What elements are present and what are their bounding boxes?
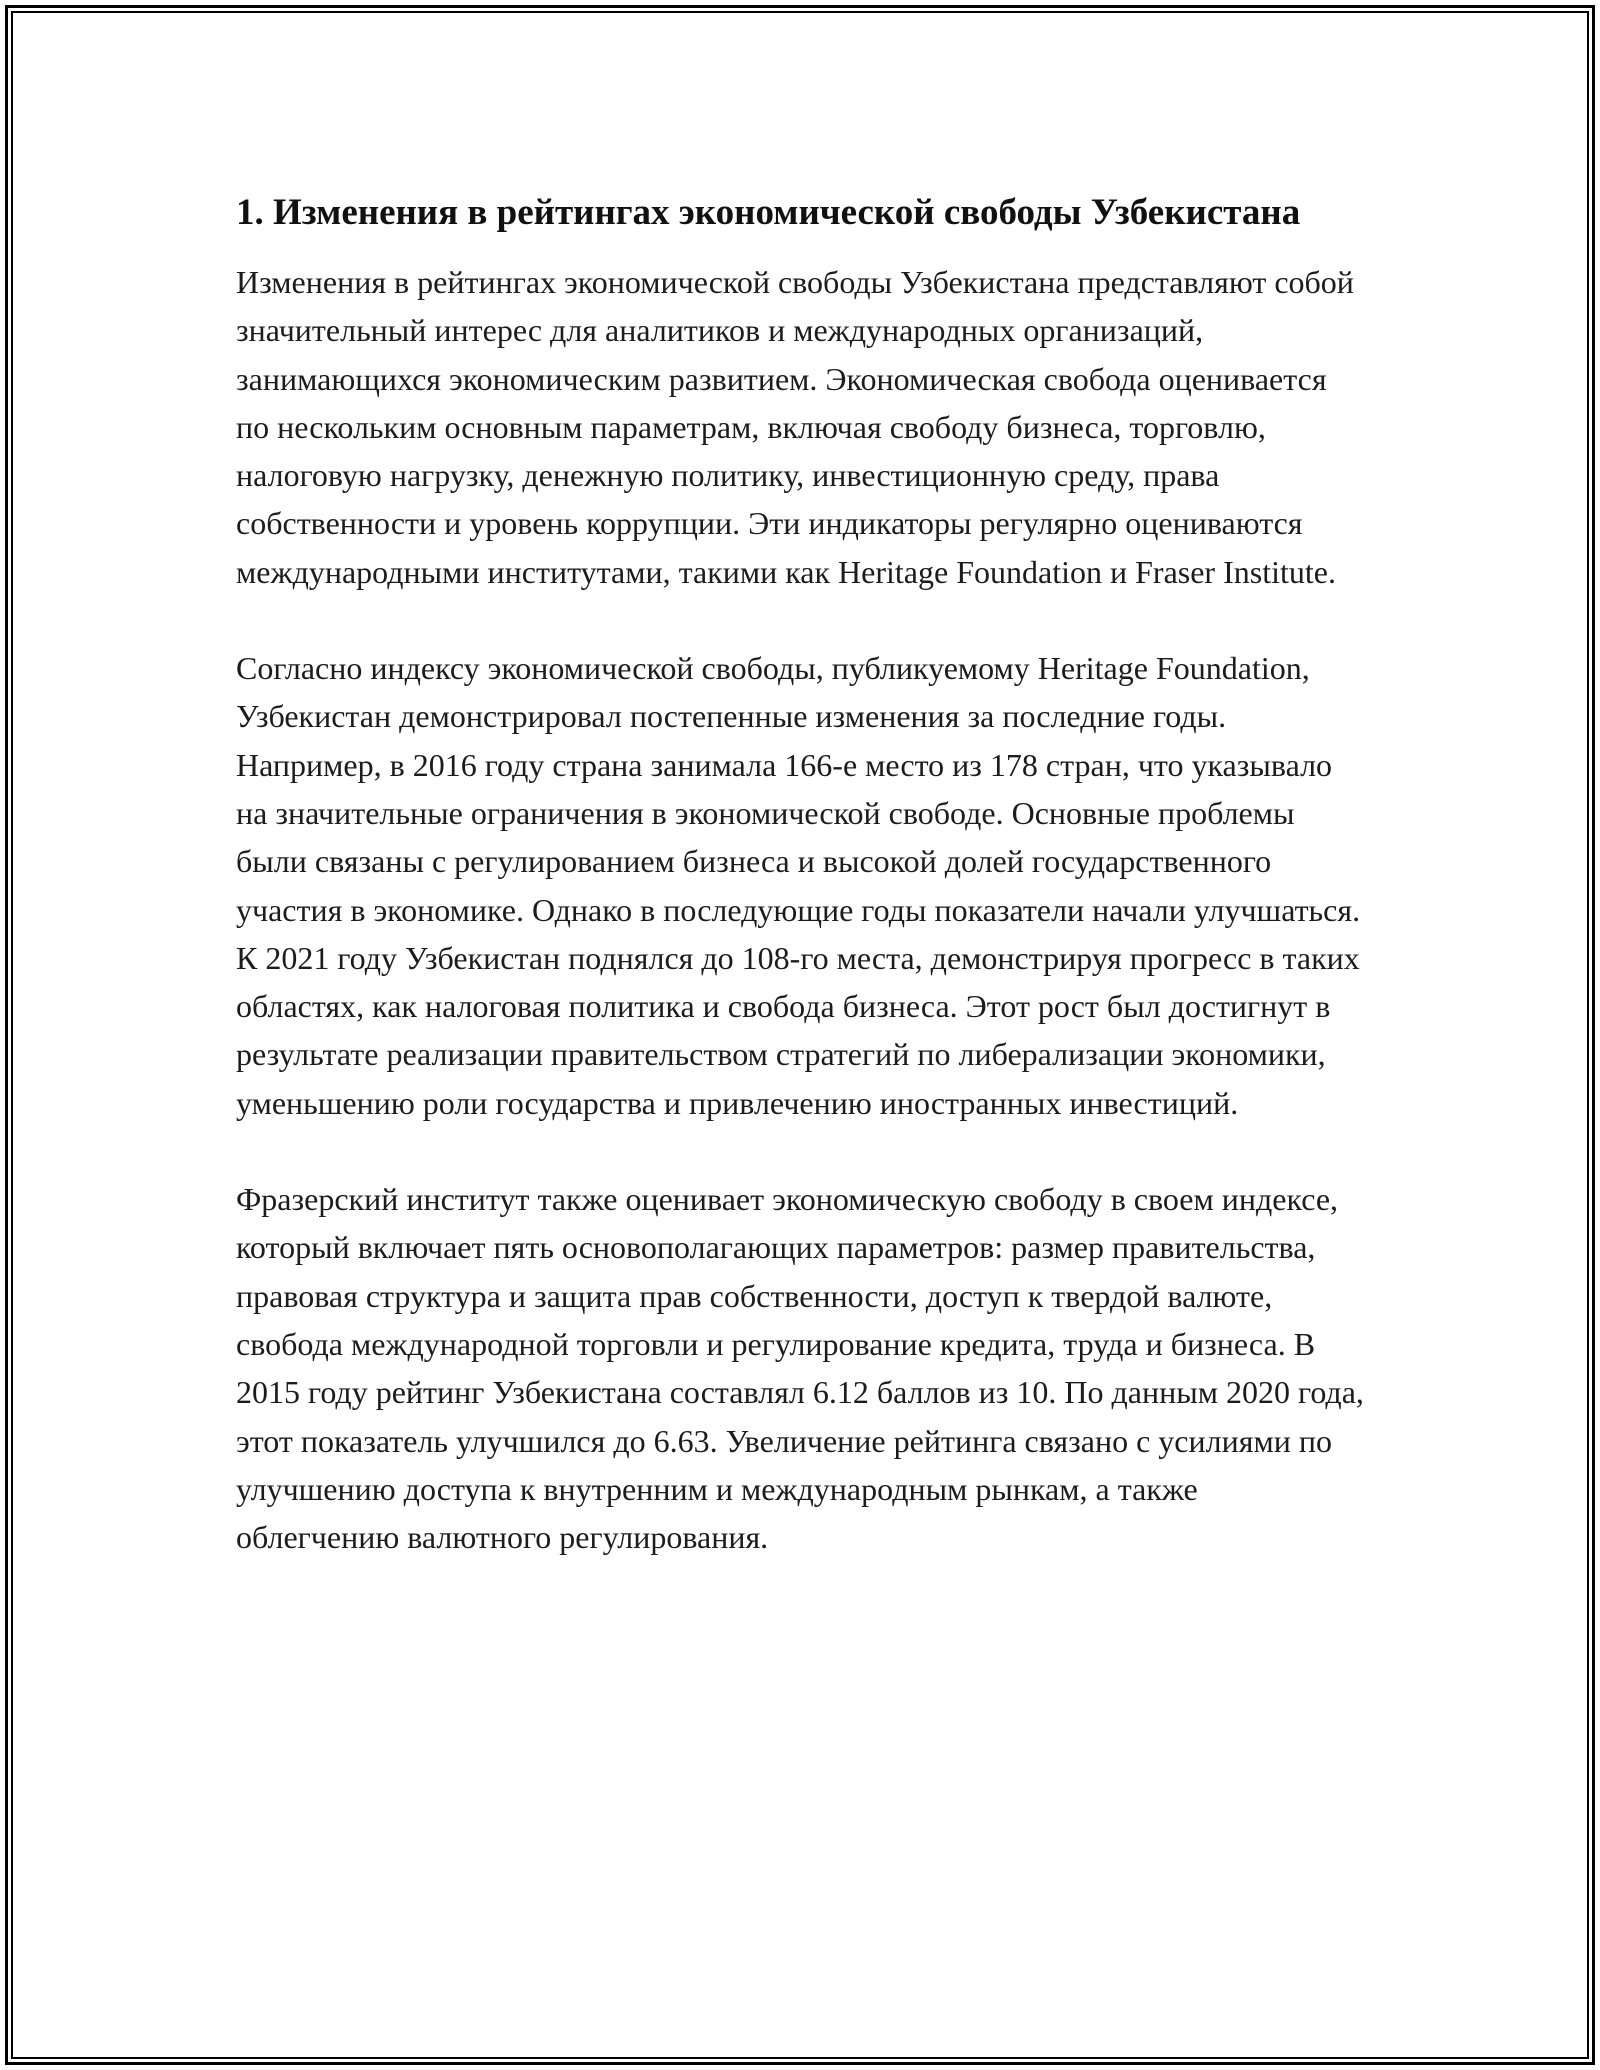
section-heading: 1. Изменения в рейтингах экономической свободы Узбекистана (236, 192, 1301, 233)
paragraph-3: Фразерский институт также оценивает экономическую свободу в своем индексе, который включает пять основополагающих параметров: размер правительства, правовая структура и защита прав собственности, доступ к твердой валюте, свобода международной торговли и регулирование кредита, труда и бизнеса. В 2015 году рейтинг Узбекистана составлял 6.12 баллов из 10. По данным 2020 года, этот показатель улучшился до 6.63. Увеличение рейтинга связано с усилиями по улучшению доступа к внутренним и международным рынкам, а также облегчению валютного регулирования. (236, 1181, 1364, 1556)
paragraph-2: Согласно индексу экономической свободы, публикуемому Heritage Foundation, Узбекистан демонстрировал постепенные изменения за последние годы. Например, в 2016 году страна занимала 166-е место из 178 стран, что указывало на значительные ограничения в экономической свободе. Основные проблемы были связаны с регулированием бизнеса и высокой долей государственного участия в экономике. Однако в последующие годы показатели начали улучшаться. К 2021 году Узбекистан поднялся до 108-го места, демонстрируя прогресс в таких областях, как налоговая политика и свобода бизнеса. Этот рост был достигнут в результате реализации правительством стратегий по либерализации экономики, уменьшению роли государства и привлечению иностранных инвестиций. (236, 650, 1361, 1121)
paragraph-1: Изменения в рейтингах экономической свободы Узбекистана представляют собой значительный интерес для аналитиков и международных организаций, занимающихся экономическим развитием. Экономическая свобода оценивается по нескольким основным параметрам, включая свободу бизнеса, торговлю, налоговую нагрузку, денежную политику, инвестиционную среду, права собственности и уровень коррупции. Эти индикаторы регулярно оцениваются международными институтами, такими как Heritage Foundation и Fraser Institute. (236, 264, 1354, 590)
document-body (236, 186, 1366, 1609)
